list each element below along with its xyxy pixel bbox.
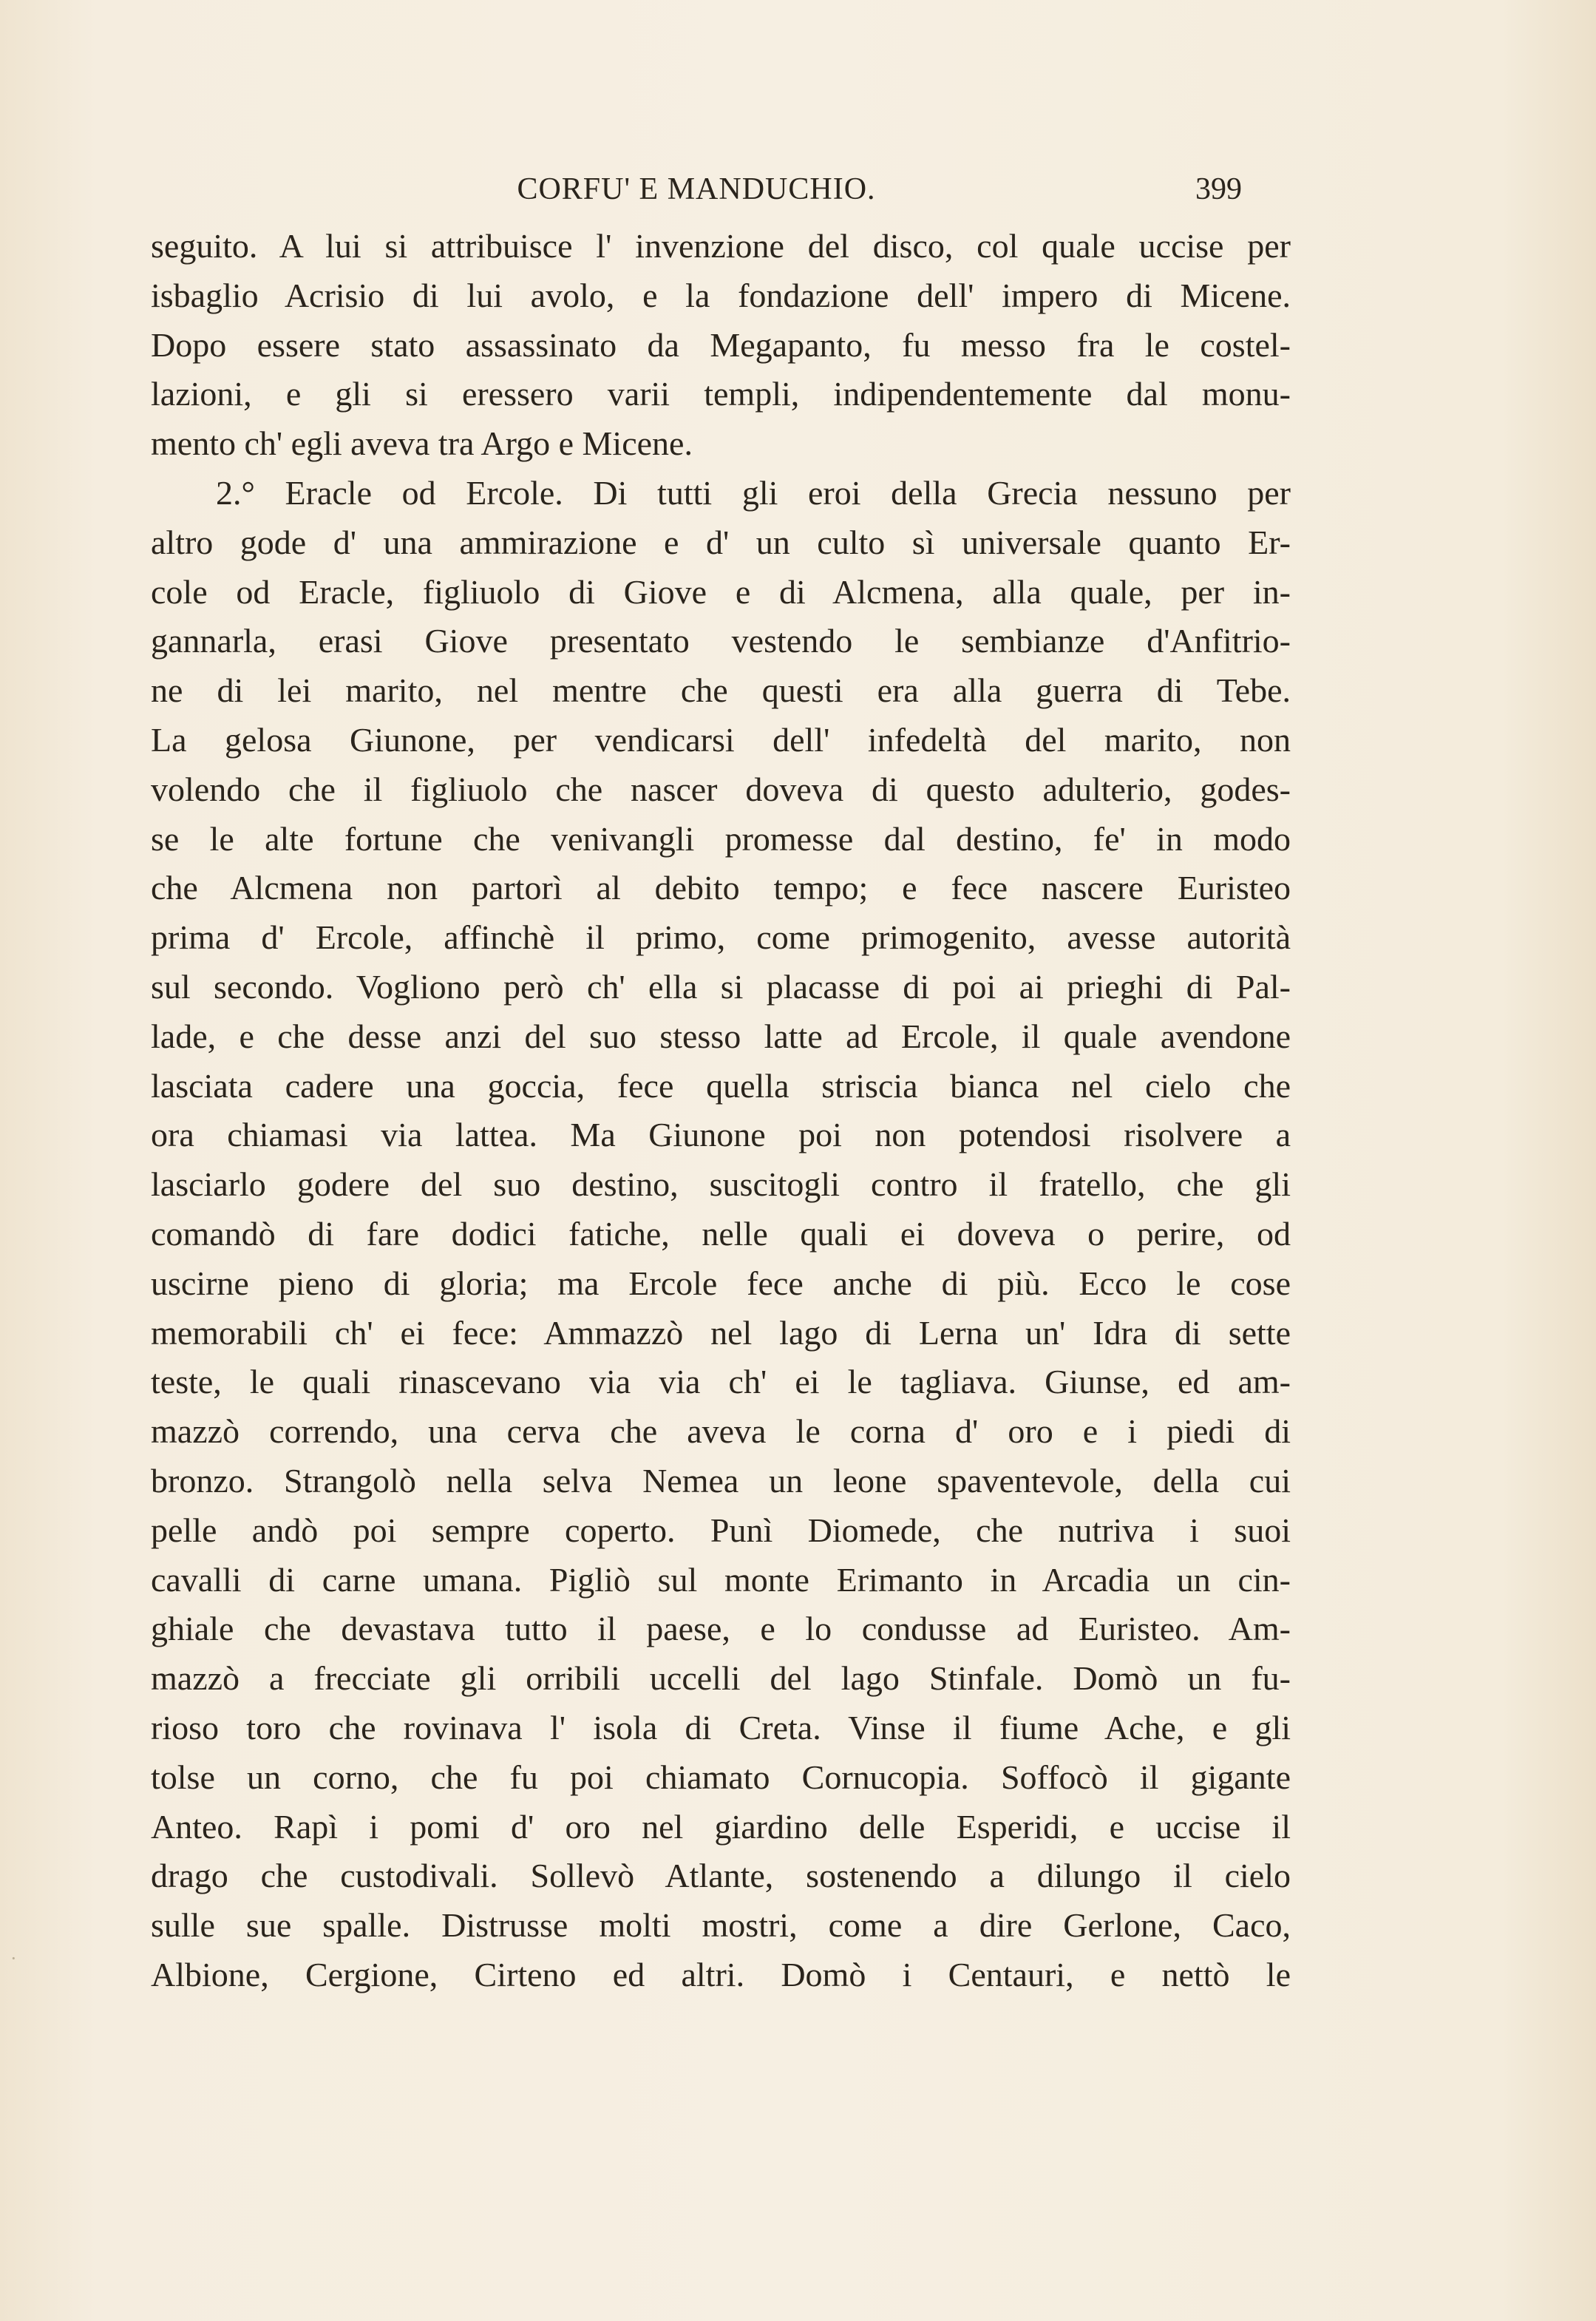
page-number: 399 — [1195, 172, 1242, 206]
text-line: ghiale che devastava tutto il paese, e lo condusse ad Euristeo. Am- — [151, 1610, 1291, 1648]
text-line: lasciata cadere una goccia, fece quella striscia bianca nel cielo che — [151, 1066, 1291, 1105]
text-line: sulle sue spalle. Distrusse molti mostri, come a dire Gerlone, Caco, — [151, 1906, 1291, 1945]
text-line: lade, e che desse anzi del suo stesso latte ad Ercole, il quale avendone — [151, 1017, 1291, 1055]
text-line: drago che custodivali. Sollevò Atlante, sostenendo a dilungo il cielo — [151, 1857, 1291, 1895]
text-line: uscirne pieno di gloria; ma Ercole fece anche di più. Ecco le cose — [151, 1264, 1291, 1302]
text-line: ora chiamasi via lattea. Ma Giunone poi non potendosi risolvere a — [151, 1116, 1291, 1154]
text-line: volendo che il figliuolo che nascer doveva di questo adulterio, godes- — [151, 770, 1291, 808]
text-line: tolse un corno, che fu poi chiamato Cornucopia. Soffocò il gigante — [151, 1758, 1291, 1796]
text-line: Dopo essere stato assassinato da Megapanto, fu messo fra le costel- — [151, 325, 1291, 364]
text-line: rioso toro che rovinava l' isola di Creta. Vinse il fiume Ache, e gli — [151, 1708, 1291, 1746]
running-title: CORFU' E MANDUCHIO. — [517, 172, 876, 206]
text-line: altro gode d' una ammirazione e d' un culto sì universale quanto Er- — [151, 523, 1291, 561]
text-line: prima d' Ercole, affinchè il primo, come primogenito, avesse autorità — [151, 918, 1291, 957]
running-head — [151, 172, 1242, 216]
text-line: lazioni, e gli si eressero varii templi, indipendentemente dal monu- — [151, 375, 1291, 413]
margin-ink-speck: · — [10, 1948, 17, 1969]
text-line: teste, le quali rinascevano via via ch' ei le tagliava. Giunse, ed am- — [151, 1363, 1291, 1401]
text-line: gannarla, erasi Giove presentato vestendo le sembianze d'Anfitrio- — [151, 622, 1291, 660]
text-line: che Alcmena non partorì al debito tempo; e fece nascere Euristeo — [151, 869, 1291, 907]
text-line: sul secondo. Vogliono però ch' ella si placasse di poi ai prieghi di Pal- — [151, 967, 1291, 1006]
text-line: Albione, Cergione, Cirteno ed altri. Domò i Centauri, e nettò le — [151, 1955, 1291, 1993]
text-line: isbaglio Acrisio di lui avolo, e la fondazione dell' impero di Micene. — [151, 276, 1291, 314]
text-line: mento ch' egli aveva tra Argo e Micene. — [151, 424, 693, 463]
text-line: pelle andò poi sempre coperto. Punì Diomede, che nutriva i suoi — [151, 1511, 1291, 1549]
text-line: cavalli di carne umana. Pigliò sul monte Erimanto in Arcadia un cin- — [151, 1560, 1291, 1599]
paragraph-start-line: 2.° Eracle od Ercole. Di tutti gli eroi della Grecia nessuno per — [216, 473, 1291, 512]
text-line: lasciarlo godere del suo destino, suscitogli contro il fratello, che gli — [151, 1165, 1291, 1204]
text-line: ne di lei marito, nel mentre che questi era alla guerra di Tebe. — [151, 671, 1291, 710]
text-line: bronzo. Strangolò nella selva Nemea un leone spaventevole, della cui — [151, 1461, 1291, 1500]
text-line: mazzò correndo, una cerva che aveva le corna d' oro e i piedi di — [151, 1412, 1291, 1451]
text-line: mazzò a frecciate gli orribili uccelli del lago Stinfale. Domò un fu- — [151, 1659, 1291, 1698]
text-line: La gelosa Giunone, per vendicarsi dell' infedeltà del marito, non — [151, 720, 1291, 759]
text-line: comandò di fare dodici fatiche, nelle quali ei doveva o perire, od — [151, 1214, 1291, 1253]
text-line: cole od Eracle, figliuolo di Giove e di Alcmena, alla quale, per in- — [151, 572, 1291, 611]
text-line: se le alte fortune che venivangli promesse dal destino, fe' in modo — [151, 819, 1291, 858]
text-line: seguito. A lui si attribuisce l' invenzione del disco, col quale uccise per — [151, 227, 1291, 265]
text-line: memorabili ch' ei fece: Ammazzò nel lago di Lerna un' Idra di sette — [151, 1313, 1291, 1352]
body-text — [151, 222, 1291, 2000]
text-line: Anteo. Rapì i pomi d' oro nel giardino delle Esperidi, e uccise il — [151, 1807, 1291, 1846]
